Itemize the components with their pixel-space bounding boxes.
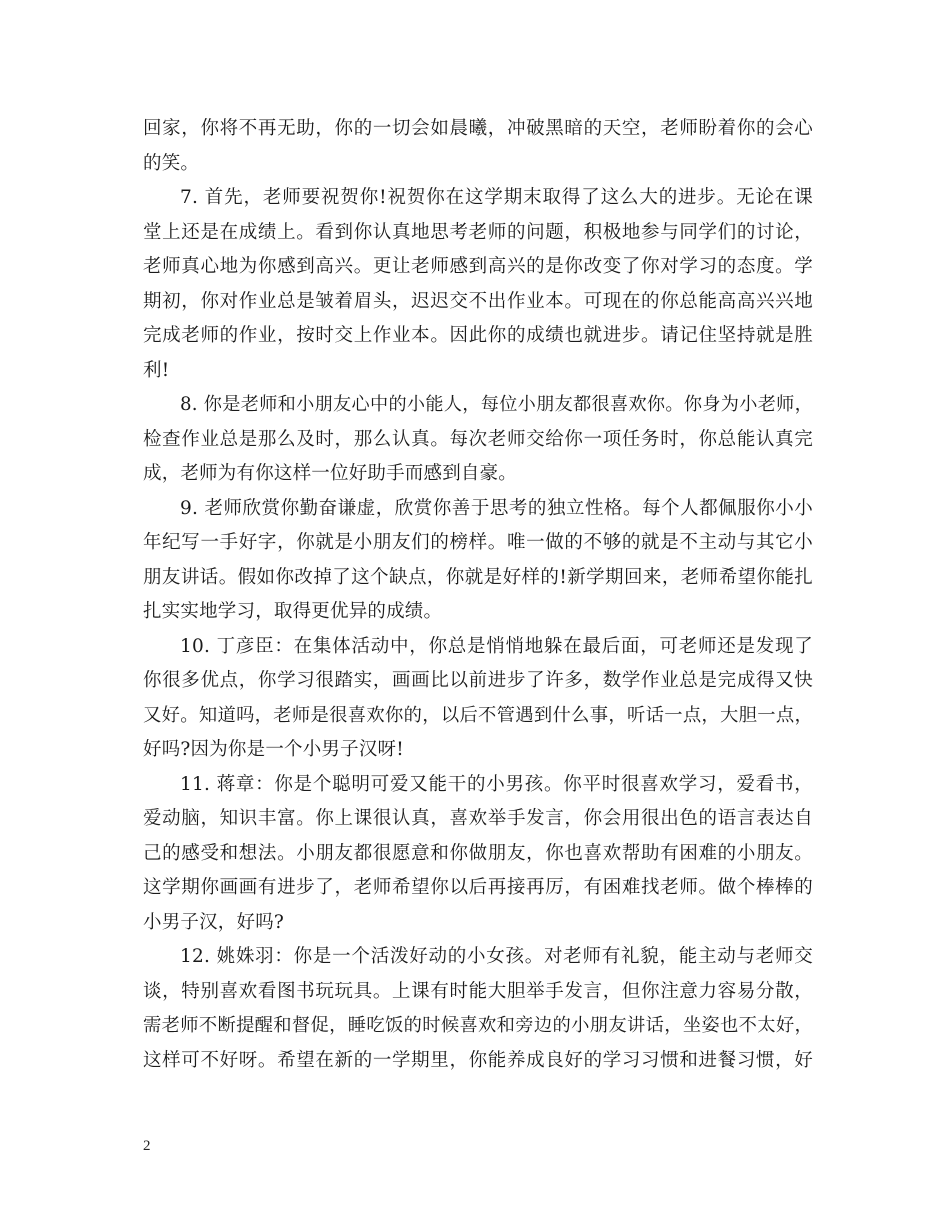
text-line: 期初，你对作业总是皱着眉头，迟迟交不出作业本。可现在的你总能高高兴兴地 bbox=[143, 290, 813, 312]
text-line: 9. 老师欣赏你勤奋谦虚，欣赏你善于思考的独立性格。每个人都佩服你小小 bbox=[180, 497, 813, 519]
paragraph-item-7 bbox=[143, 181, 813, 388]
paragraph-item-10 bbox=[143, 630, 813, 768]
text-line: 朋友讲话。假如你改掉了这个缺点，你就是好样的!新学期回来，老师希望你能扎 bbox=[143, 566, 813, 588]
text-line: 谈，特别喜欢看图书玩玩具。上课有时能大胆举手发言，但你注意力容易分散， bbox=[143, 980, 813, 1002]
text-line: 检查作业总是那么及时，那么认真。每次老师交给你一项任务时，你总能认真完 bbox=[143, 428, 813, 450]
paragraph-continuation bbox=[143, 112, 813, 181]
text-line: 这学期你画画有进步了，老师希望你以后再接再厉，有困难找老师。做个棒棒的 bbox=[143, 877, 813, 898]
text-line: 好吗?因为你是一个小男子汉呀! bbox=[143, 739, 404, 760]
text-line: 扎实实地学习，取得更优异的成绩。 bbox=[143, 601, 443, 622]
page-number: 2 bbox=[143, 1138, 151, 1154]
text-line: 你很多优点，你学习很踏实，画画比以前进步了许多，数学作业总是完成得又快 bbox=[143, 670, 813, 691]
text-line: 堂上还是在成绩上。看到你认真地思考老师的问题，积极地参与同学们的讨论， bbox=[143, 221, 813, 243]
text-line: 老师真心地为你感到高兴。更让老师感到高兴的是你改变了你对学习的态度。学 bbox=[143, 256, 813, 277]
text-line: 爱动脑，知识丰富。你上课很认真，喜欢举手发言，你会用很出色的语言表达自 bbox=[143, 808, 813, 829]
paragraph-item-9 bbox=[143, 492, 813, 630]
text-line: 11. 蒋章：你是个聪明可爱又能干的小男孩。你平时很喜欢学习，爱看书， bbox=[180, 773, 813, 795]
text-line: 需老师不断提醒和督促，睡吃饭的时候喜欢和旁边的小朋友讲话，坐姿也不太好， bbox=[143, 1015, 813, 1036]
text-line: 10. 丁彦臣：在集体活动中，你总是悄悄地躲在最后面，可老师还是发现了 bbox=[180, 635, 813, 657]
text-line: 己的感受和想法。小朋友都很愿意和你做朋友，你也喜欢帮助有困难的小朋友。 bbox=[143, 842, 813, 864]
text-line: 完成老师的作业，按时交上作业本。因此你的成绩也就进步。请记住坚持就是胜 bbox=[143, 325, 813, 346]
text-line: 12. 姚姝羽：你是一个活泼好动的小女孩。对老师有礼貌，能主动与老师交 bbox=[180, 946, 813, 967]
paragraph-item-8 bbox=[143, 388, 813, 492]
text-line: 的笑。 bbox=[143, 152, 200, 174]
text-line: 又好。知道吗，老师是很喜欢你的，以后不管遇到什么事，听话一点，大胆一点， bbox=[143, 704, 813, 726]
text-line: 年纪写一手好字，你就是小朋友们的榜样。唯一做的不够的就是不主动与其它小 bbox=[143, 532, 813, 553]
paragraph-item-12 bbox=[143, 940, 813, 1078]
paragraph-item-11 bbox=[143, 768, 813, 941]
text-line: 7. 首先，老师要祝贺你!祝贺你在这学期末取得了这么大的进步。无论在课 bbox=[180, 187, 813, 208]
text-line: 小男子汉，好吗? bbox=[143, 911, 285, 933]
text-line: 8. 你是老师和小朋友心中的小能人，每位小朋友都很喜欢你。你身为小老师， bbox=[180, 394, 813, 415]
text-line: 成，老师为有你这样一位好助手而感到自豪。 bbox=[143, 463, 518, 484]
text-line: 利! bbox=[143, 359, 170, 381]
text-line: 回家，你将不再无助，你的一切会如晨曦，冲破黑暗的天空，老师盼着你的会心 bbox=[143, 118, 813, 139]
text-line: 这样可不好呀。希望在新的一学期里，你能养成良好的学习习惯和进餐习惯，好 bbox=[143, 1049, 813, 1071]
document-body bbox=[143, 112, 813, 1078]
